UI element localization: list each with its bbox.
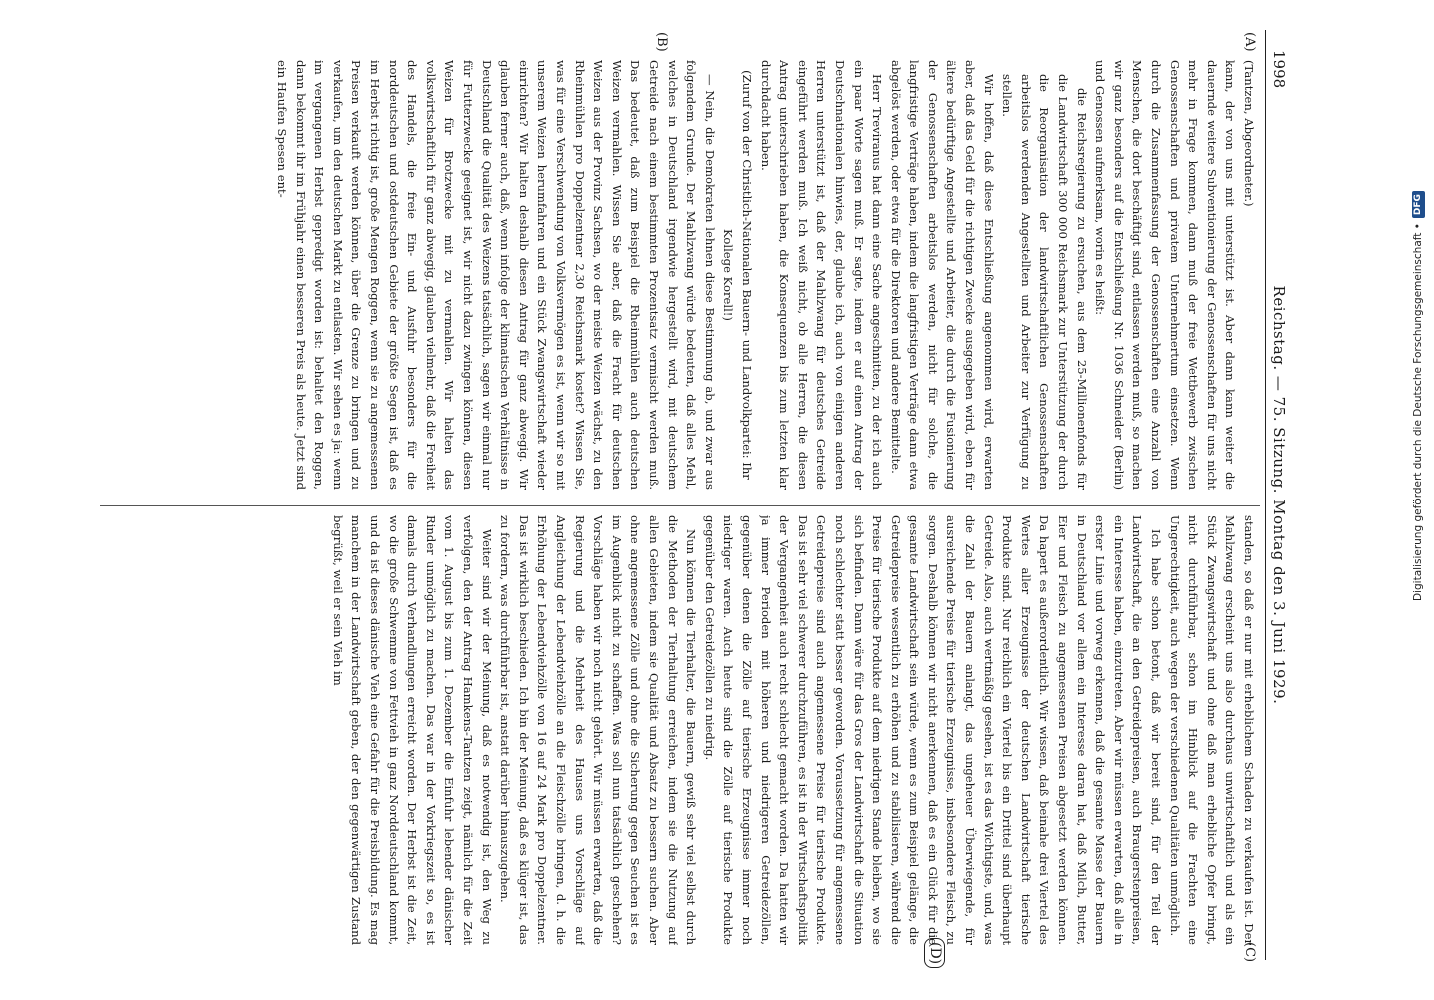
dfg-logo: DFG xyxy=(1412,191,1425,218)
interjection: (Zuruf von der Christlich-Nationalen Bauern- und Landvolkpartei: Ihr Kollege Korell!) xyxy=(721,70,754,480)
paragraph: standen, so daß er nur mit erheblichem Schaden zu verkaufen ist. Der Mahlzwang erscheint uns also durchaus unwirtschaftlich und als ein Stück Zwangswirtschaft und ohne daß man erhebliche Opfer bringt, nicht durchführbar, schon im Hinblick auf die Frachten eine Ungerechtigkeit, auch wegen der verschiedenen Qualitäten unmöglich. xyxy=(1167,515,1256,945)
margin-mark-a: (A) xyxy=(1242,32,1257,52)
margin-mark-d: (D) xyxy=(924,938,945,968)
paragraph: Ich habe schon betont, daß wir bereit sind, für den Teil der Landwirtschaft, die an den Getreidepreisen, auch Braugerstenpreisen, ein Interesse haben, einzutreten. Aber wir müssen erwarten, daß alle in erster Linie und vorweg erkennen, daß die gesamte Masse der Bauern in Deutschland vor allem ein Interesse daran hat, daß Milch, Butter, Eier und Fleisch zu angemessenen Preisen abgesetzt werden können. Da hapert es außerordentlich. Wir wissen, daß beinahe drei Viertel des Wertes aller Erzeugnisse der deutschen Landwirtschaft tierische Produkte sind. Nur reichlich ein Viertel bis ein Drittel sind überhaupt Getreide. Also, auch wertmäßig gesehen, ist es das Wichtigste, und, was die Zahl der Bauern anlangt, das ungeheuer Überwiegende, für ausreichende Preise für tierische Erzeugnisse, insbesondere Fleisch, zu sorgen. Deshalb können wir nicht anerkennen, daß es ein Glück für die gesamte Landwirtschaft sein würde, wenn es zum Beispiel gelänge, die Getreidepreise wesentlich zu erhöhen und zu stabilisieren, während die Preise für tierische Produkte auf dem niedrigen Stande bleiben, wo sie sich befinden. Dann wäre für das Gros der Landwirtschaft die Situation noch schlechter statt besser geworden. Voraussetzung für angemessene Getreidepreise sind auch angemessene Preise für tierische Produkte. Das ist sehr viel schwerer durchzuführen, es ist in der Wirtschaftspolitik der Vergangenheit auch recht schlecht gemacht worden. Da hatten wir ja immer Perioden mit höheren und niedrigeren Getreidezöllen, gegenüber denen die Zölle auf tierische Erzeugnisse immer noch niedriger waren. Auch heute sind die Zölle auf tierische Produkte gegenüber den Getreidezöllen zu niedrig. xyxy=(702,515,1164,945)
paragraph: Weiter sind wir der Meinung, daß es notwendig ist, den Weg zu verfolgen, den der Antrag Hamkens-Tantzen zeigt, nämlich für die Zeit vom 1. August bis zum 1. Dezember die Einfuhr lebender dänischer Rinder unmöglich zu machen. Das war in der Vorkriegszeit so, es ist damals durch Verhandlungen erreicht worden. Der Herbst ist die Zeit, wo die große Schwemme von Fettvieh in ganz Norddeutschland kommt, und da ist dieses dänische Vieh eine Gefahr für die Preisbildung. Es mag manchem in der Landwirtschaft geben, der den gegenwärtigen Zustand begrüßt, weil er sein Vieh im xyxy=(330,515,494,945)
reichstag-page xyxy=(90,30,1290,965)
speaker-line: (Tantzen, Abgeordneter.) xyxy=(1242,60,1256,207)
paragraph: Wir hoffen, daß diese Entschließung angenommen wird, erwarten aber, daß das Geld für die richtigen Zwecke ausgegeben wird, eben für ältere bedürftige Angestellte und Arbeiter, die durch die Fusionierung der Genossenschaften arbeitslos werden, nicht für solche, die langfristige Verträge haben, indem die langfristigen Verträge dann etwa abgelöst werden, oder etwa für die Direktoren und andere Bemittelte. xyxy=(888,60,996,490)
digitization-sidebar xyxy=(1406,4,1430,996)
paragraph: — Nein, die Demokraten lehnen diese Bestimmung ab, und zwar aus folgendem Grunde. Der Mahlzwang würde bedeuten, daß alles Mehl, welches in Deutschland irgendwie hergestellt wird, mit deutschem Getreide nach einem bestimmten Prozentsatz vermischt werden muß. Das bedeutet, daß zum Beispiel die Rheinmühlen auch deutschen Weizen vermahlen. Wissen Sie aber, daß die Fracht für deutschen Weizen aus der Provinz Sachsen, wo der meiste Weizen wächst, zu den Rheinmühlen pro Doppelzentner 2,30 Reichsmark kostet? Wissen Sie, was für eine Verschwendung von Volksvermögen es ist, wenn wir so mit unserem Weizen herumfahren und ein Stück Zwangswirtschaft wieder einrichten? Wir halten deshalb diesen Antrag für ganz abwegig. Wir glauben ferner auch, daß, wenn infolge der klimatischen Verhältnisse in Deutschland die Qualität des Weizens tatsächlich, sagen wir einmal nur für Futterzwecke geeignet ist, wir nicht dazu zwingen können, diesen Weizen für Brotzwecke mit zu vermahlen. Wir halten das volkswirtschaftlich für ganz abwegig, glauben vielmehr, daß die Freiheit des Handels, die freie Ein- und Ausfuhr besonders für die norddeutschen und ostdeutschen Gebiete der größte Segen ist, daß es im Herbst richtig ist, große Mengen Roggen, wenn sie zu angemessenen Preisen verkauft werden können, über die Grenze zu bringen und zu verkaufen, um den deutschen Markt zu entlasten. Wir sehen es ja: wenn im vergangenen Herbst gepredigt worden ist: behaltet den Roggen, dann bekommt ihr im Frühjahr einen besseren Preis als heute. Jetzt sind ein Haufen Spesen ent- xyxy=(275,60,717,490)
paragraph: Herr Treviranus hat dann eine Sache angeschnitten, zu der ich auch ein paar Worte sagen muß. Er sagte, indem er auf einen Antrag der Deutschnationalen hinwies, der, glaube ich, auch von einigen anderen Herren unterstützt ist, daß der Mahlzwang für deutsches Getreide eingeführt werden muß. Ich weiß nicht, ob alle Herren, die diesen Antrag unterschrieben haben, die Konsequenzen bis zum letzten klar durchdacht haben. xyxy=(758,60,885,490)
paragraph: Nun können die Tierhalter, die Bauern, gewiß sehr viel selbst durch die Methoden der Tierhaltung erreichen, indem sie die Nutzung auf allen Gebieten, indem sie Qualität und Absatz zu bessern suchen. Aber ohne angemessene Zölle und ohne die Sicherung gegen Seuchen ist es im Augenblick nicht zu schaffen. Was soll nun tatsächlich geschehen? Vorschläge haben wir noch nicht gehört. Wir müssen erwarten, daß die Regierung und die Mehrheit des Hauses uns Vorschläge auf Angleichung der Lebendviehzölle an die Fleischzölle bringen, d. h. die Erhöhung der Lebendviehzölle von 16 auf 24 Mark pro Doppelzentner. Das ist wirklich beschieden. Ich bin der Meinung, daß es klüger ist, das zu fordern, was durchführbar ist, anstatt darüber hinauszugehen. xyxy=(498,515,699,945)
column-divider xyxy=(100,505,1260,506)
page-number: 1998 xyxy=(1270,50,1288,89)
margin-mark-c: (C) xyxy=(1242,942,1257,963)
page-title: Reichstag. — 75. Sitzung. Montag den 3. Juni 1929. xyxy=(1270,285,1288,705)
page-header xyxy=(1265,30,1290,960)
margin-mark-b: (B) xyxy=(654,32,669,52)
quoted-resolution: die Reichsregierung zu ersuchen, aus dem 25-Millionenfonds für die Landwirtschaft 300 000 Reichsmark zur Unterstützung der durch die Reorganisation der landwirtschaftlichen Genossenschaften arbeitslos werdenden Angestellten und Arbeiter zur Verfügung zu stellen. xyxy=(1000,74,1089,490)
paragraph: kann, der von uns mit unterstützt ist. Aber dann kann weiter die dauernde weitere Subventionierung der Genossenschaften für uns nicht mehr in Frage kommen, dann muß der freie Wettbewerb zwischen Genossenschaften und privatem Unternehmertum einsetzen. Wenn durch die Zusammenfassung der Genossenschaften eine Anzahl von Menschen, die dort beschäftigt sind, entlassen werden muß, so machen wir ganz besonders auf die Entschließung Nr. 1036 Schneider (Berlin) und Genossen aufmerksam, worin es heißt: xyxy=(1093,60,1238,490)
left-column xyxy=(98,60,1258,490)
right-column xyxy=(98,515,1258,945)
digitization-credit: Digitalisierung gefördert durch die Deutsche Forschungsgemeinschaft • xyxy=(1412,223,1424,601)
